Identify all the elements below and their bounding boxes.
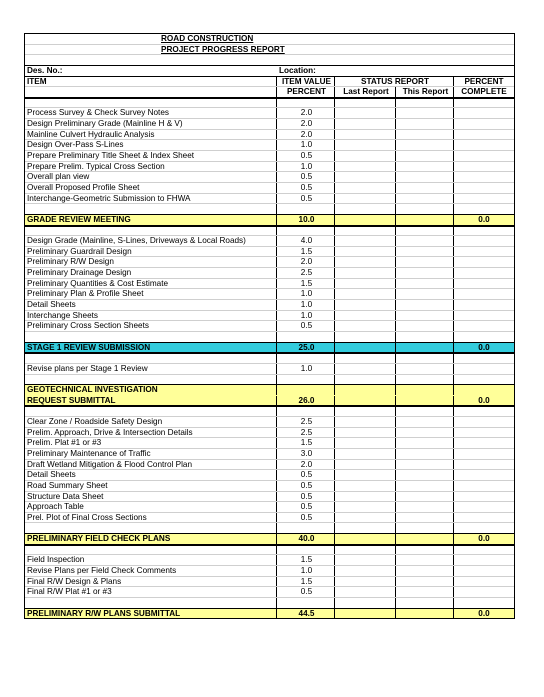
- task-row: [25, 311, 514, 322]
- task-row: [25, 194, 514, 205]
- header-percent-complete: COMPLETE: [461, 87, 507, 97]
- percent-complete-cell: [454, 268, 512, 278]
- milestone-percent-complete: 0.0: [478, 608, 490, 618]
- task-value: 1.0: [277, 566, 335, 576]
- task-row: [25, 492, 514, 503]
- last-report-cell: [335, 300, 396, 310]
- task-value: 0.5: [277, 151, 335, 161]
- milestone-name: GRADE REVIEW MEETING: [25, 215, 277, 225]
- task-value: 2.0: [277, 257, 335, 267]
- task-value: 0.5: [277, 470, 335, 480]
- percent-complete-cell: [454, 311, 512, 321]
- task-row: [25, 183, 514, 194]
- this-report-cell: [396, 119, 454, 129]
- task-value: 1.0: [277, 289, 335, 299]
- this-report-cell: [396, 492, 454, 502]
- task-value: 0.5: [277, 183, 335, 193]
- des-location-row: [25, 66, 514, 77]
- task-value: 2.5: [277, 428, 335, 438]
- task-row: [25, 130, 514, 141]
- this-report-cell: [396, 268, 454, 278]
- milestone-value: 10.0: [277, 215, 335, 225]
- header-this-report: This Report: [396, 87, 454, 97]
- task-name: Preliminary Quantities & Cost Estimate: [25, 279, 277, 289]
- this-report-cell: [396, 300, 454, 310]
- last-report-cell: [335, 460, 396, 470]
- this-report-cell: [396, 470, 454, 480]
- task-name: Field Inspection: [25, 555, 277, 565]
- task-value: 1.5: [277, 555, 335, 565]
- percent-complete-cell: [454, 470, 512, 480]
- blank-row: [25, 375, 514, 386]
- this-report-cell: [396, 513, 454, 523]
- last-report-cell: [335, 140, 396, 150]
- last-report-cell: [335, 417, 396, 427]
- milestone-percent-complete: 0.0: [478, 342, 490, 352]
- task-value: 2.0: [277, 108, 335, 118]
- task-value: 1.5: [277, 247, 335, 257]
- task-value: 2.0: [277, 130, 335, 140]
- percent-complete-cell: [454, 108, 512, 118]
- milestone-percent-complete: 0.0: [478, 395, 490, 405]
- task-row: [25, 555, 514, 566]
- blank-row: [25, 55, 514, 66]
- last-report-cell: [335, 428, 396, 438]
- header-status-report: STATUS REPORT: [335, 77, 454, 87]
- task-row: [25, 364, 514, 375]
- task-row: [25, 417, 514, 428]
- percent-complete-cell: [454, 140, 512, 150]
- task-name: Draft Wetland Mitigation & Flood Control Plan: [25, 460, 277, 470]
- task-row: [25, 162, 514, 173]
- this-report-cell: [396, 364, 454, 374]
- this-report-cell: [396, 215, 454, 225]
- last-report-cell: [335, 194, 396, 204]
- task-name: Mainline Culvert Hydraulic Analysis: [25, 130, 277, 140]
- percent-complete-cell: [454, 183, 512, 193]
- task-row: [25, 268, 514, 279]
- task-name: Process Survey & Check Survey Notes: [25, 108, 277, 118]
- task-row: [25, 119, 514, 130]
- task-row: [25, 289, 514, 300]
- task-row: [25, 151, 514, 162]
- task-row: [25, 470, 514, 481]
- this-report-cell: [396, 183, 454, 193]
- task-value: 2.0: [277, 460, 335, 470]
- task-name: Overall Proposed Profile Sheet: [25, 183, 277, 193]
- milestone-row: [25, 609, 514, 620]
- milestone-row: [25, 534, 514, 545]
- last-report-cell: [335, 396, 396, 406]
- task-name: Prelim. Plat #1 or #3: [25, 438, 277, 448]
- task-row: [25, 428, 514, 439]
- report-title-line1: ROAD CONSTRUCTION: [161, 34, 254, 43]
- this-report-cell: [396, 343, 454, 353]
- location-label: Location:: [279, 65, 316, 75]
- last-report-cell: [335, 119, 396, 129]
- task-name: Preliminary R/W Design: [25, 257, 277, 267]
- task-name: Design Grade (Mainline, S-Lines, Driveways & Local Roads): [25, 236, 277, 246]
- task-value: 0.5: [277, 587, 335, 597]
- task-value: 1.0: [277, 300, 335, 310]
- milestone-row: [25, 396, 514, 407]
- task-name: Prel. Plot of Final Cross Sections: [25, 513, 277, 523]
- milestone-name: GEOTECHNICAL INVESTIGATION: [25, 385, 277, 395]
- task-name: Interchange-Geometric Submission to FHWA: [25, 194, 277, 204]
- report-title-line2: PROJECT PROGRESS REPORT: [161, 44, 285, 54]
- task-value: 3.0: [277, 449, 335, 459]
- this-report-cell: [396, 481, 454, 491]
- this-report-cell: [396, 577, 454, 587]
- percent-complete-cell: [454, 513, 512, 523]
- percent-complete-cell: [454, 555, 512, 565]
- task-row: [25, 247, 514, 258]
- percent-complete-cell: [454, 481, 512, 491]
- last-report-cell: [335, 492, 396, 502]
- last-report-cell: [335, 438, 396, 448]
- task-name: Clear Zone / Roadside Safety Design: [25, 417, 277, 427]
- percent-complete-cell: [454, 300, 512, 310]
- milestone-name: PRELIMINARY R/W PLANS SUBMITTAL: [25, 609, 277, 619]
- percent-complete-cell: [454, 119, 512, 129]
- header-row-2: [25, 87, 514, 98]
- blank-row: [25, 332, 514, 343]
- last-report-cell: [335, 566, 396, 576]
- blank-row: [25, 353, 514, 364]
- last-report-cell: [335, 247, 396, 257]
- percent-complete-cell: [454, 162, 512, 172]
- this-report-cell: [396, 279, 454, 289]
- task-name: Preliminary Guardrail Design: [25, 247, 277, 257]
- this-report-cell: [396, 194, 454, 204]
- task-row: [25, 172, 514, 183]
- last-report-cell: [335, 257, 396, 267]
- blank-row: [25, 523, 514, 534]
- task-row: [25, 481, 514, 492]
- last-report-cell: [335, 162, 396, 172]
- task-row: [25, 438, 514, 449]
- milestone-name: STAGE 1 REVIEW SUBMISSION: [25, 343, 277, 353]
- milestone-name: PRELIMINARY FIELD CHECK PLANS: [25, 534, 277, 544]
- this-report-cell: [396, 289, 454, 299]
- this-report-cell: [396, 162, 454, 172]
- task-value: 2.5: [277, 268, 335, 278]
- header-item-value: ITEM VALUE: [277, 77, 335, 87]
- task-name: Final R/W Plat #1 or #3: [25, 587, 277, 597]
- milestone-percent-complete: 0.0: [478, 534, 490, 544]
- task-name: Prelim. Approach, Drive & Intersection Details: [25, 428, 277, 438]
- header-item: ITEM: [25, 77, 277, 87]
- task-name: Structure Data Sheet: [25, 492, 277, 502]
- percent-complete-cell: [454, 236, 512, 246]
- task-row: [25, 300, 514, 311]
- header-row-1: [25, 77, 514, 88]
- this-report-cell: [396, 257, 454, 267]
- task-row: [25, 577, 514, 588]
- last-report-cell: [335, 513, 396, 523]
- task-value: 0.5: [277, 194, 335, 204]
- task-value: 0.5: [277, 502, 335, 512]
- milestone-row: [25, 385, 514, 396]
- this-report-cell: [396, 396, 454, 406]
- header-percent: PERCENT: [464, 76, 504, 86]
- task-name: Approach Table: [25, 502, 277, 512]
- task-value: 1.0: [277, 162, 335, 172]
- this-report-cell: [396, 151, 454, 161]
- last-report-cell: [335, 364, 396, 374]
- task-row: [25, 236, 514, 247]
- last-report-cell: [335, 449, 396, 459]
- task-value: 1.0: [277, 140, 335, 150]
- task-name: Preliminary Drainage Design: [25, 268, 277, 278]
- this-report-cell: [396, 534, 454, 544]
- task-name: Preliminary Cross Section Sheets: [25, 321, 277, 331]
- this-report-cell: [396, 311, 454, 321]
- task-row: [25, 513, 514, 524]
- last-report-cell: [335, 321, 396, 331]
- task-value: 0.5: [277, 172, 335, 182]
- milestone-name-line2: REQUEST SUBMITTAL: [25, 396, 277, 406]
- percent-complete-cell: [454, 172, 512, 182]
- task-name: Revise plans per Stage 1 Review: [25, 364, 277, 374]
- percent-complete-cell: [454, 492, 512, 502]
- milestone-row: [25, 343, 514, 354]
- des-no-label: Des. No.:: [27, 65, 63, 75]
- task-value: 0.5: [277, 321, 335, 331]
- percent-complete-cell: [454, 449, 512, 459]
- task-name: Prepare Preliminary Title Sheet & Index Sheet: [25, 151, 277, 161]
- percent-complete-cell: [454, 151, 512, 161]
- percent-complete-cell: [454, 428, 512, 438]
- percent-complete-cell: [454, 460, 512, 470]
- task-value: 1.5: [277, 577, 335, 587]
- last-report-cell: [335, 108, 396, 118]
- this-report-cell: [396, 172, 454, 182]
- task-name: Prepare Prelim. Typical Cross Section: [25, 162, 277, 172]
- blank-row: [25, 226, 514, 237]
- this-report-cell: [396, 555, 454, 565]
- task-name: Detail Sheets: [25, 470, 277, 480]
- milestone-value: 40.0: [277, 534, 335, 544]
- percent-complete-cell: [454, 321, 512, 331]
- percent-complete-cell: [454, 577, 512, 587]
- percent-complete-cell: [454, 130, 512, 140]
- last-report-cell: [335, 236, 396, 246]
- milestone-value: 26.0: [277, 396, 335, 406]
- last-report-cell: [335, 343, 396, 353]
- task-row: [25, 460, 514, 471]
- this-report-cell: [396, 321, 454, 331]
- last-report-cell: [335, 279, 396, 289]
- this-report-cell: [396, 502, 454, 512]
- last-report-cell: [335, 183, 396, 193]
- milestone-percent-complete: 0.0: [478, 214, 490, 224]
- report-body: [25, 98, 514, 619]
- percent-complete-cell: [454, 289, 512, 299]
- progress-report-sheet: [24, 33, 515, 619]
- task-value: 1.0: [277, 364, 335, 374]
- percent-complete-cell: [454, 364, 512, 374]
- percent-complete-cell: [454, 566, 512, 576]
- blank-row: [25, 204, 514, 215]
- percent-complete-cell: [454, 502, 512, 512]
- task-value: 4.0: [277, 236, 335, 246]
- this-report-cell: [396, 449, 454, 459]
- task-value: 1.5: [277, 279, 335, 289]
- title-row-1: [25, 34, 514, 45]
- this-report-cell: [396, 460, 454, 470]
- this-report-cell: [396, 609, 454, 619]
- last-report-cell: [335, 311, 396, 321]
- this-report-cell: [396, 236, 454, 246]
- task-row: [25, 321, 514, 332]
- task-name: Road Summary Sheet: [25, 481, 277, 491]
- blank-row: [25, 545, 514, 556]
- header-last-report: Last Report: [335, 87, 396, 97]
- last-report-cell: [335, 172, 396, 182]
- this-report-cell: [396, 140, 454, 150]
- task-name: Preliminary Maintenance of Traffic: [25, 449, 277, 459]
- percent-complete-cell: [454, 194, 512, 204]
- task-name: Design Over-Pass S-Lines: [25, 140, 277, 150]
- task-name: Interchange Sheets: [25, 311, 277, 321]
- this-report-cell: [396, 566, 454, 576]
- this-report-cell: [396, 130, 454, 140]
- percent-complete-cell: [454, 279, 512, 289]
- percent-complete-cell: [454, 257, 512, 267]
- this-report-cell: [396, 587, 454, 597]
- milestone-value: 44.5: [277, 609, 335, 619]
- last-report-cell: [335, 268, 396, 278]
- blank-row: [25, 406, 514, 417]
- task-name: Revise Plans per Field Check Comments: [25, 566, 277, 576]
- task-value: 2.0: [277, 119, 335, 129]
- task-name: Final R/W Design & Plans: [25, 577, 277, 587]
- milestone-row: [25, 215, 514, 226]
- task-value: 0.5: [277, 513, 335, 523]
- this-report-cell: [396, 417, 454, 427]
- last-report-cell: [335, 555, 396, 565]
- task-name: Preliminary Plan & Profile Sheet: [25, 289, 277, 299]
- task-name: Design Preliminary Grade (Mainline H & V): [25, 119, 277, 129]
- percent-complete-cell: [454, 587, 512, 597]
- this-report-cell: [396, 438, 454, 448]
- this-report-cell: [396, 428, 454, 438]
- task-row: [25, 566, 514, 577]
- header-item-value-percent: PERCENT: [277, 87, 335, 97]
- task-value: 0.5: [277, 481, 335, 491]
- title-row-2: [25, 45, 514, 56]
- blank-row: [25, 598, 514, 609]
- last-report-cell: [335, 289, 396, 299]
- milestone-value: 25.0: [277, 343, 335, 353]
- percent-complete-cell: [454, 438, 512, 448]
- last-report-cell: [335, 609, 396, 619]
- task-row: [25, 140, 514, 151]
- task-name: Overall plan view: [25, 172, 277, 182]
- this-report-cell: [396, 108, 454, 118]
- task-value: 2.5: [277, 417, 335, 427]
- last-report-cell: [335, 130, 396, 140]
- task-value: 1.5: [277, 438, 335, 448]
- task-row: [25, 257, 514, 268]
- task-row: [25, 502, 514, 513]
- blank-row: [25, 98, 514, 109]
- last-report-cell: [335, 502, 396, 512]
- percent-complete-cell: [454, 247, 512, 257]
- task-row: [25, 279, 514, 290]
- last-report-cell: [335, 215, 396, 225]
- last-report-cell: [335, 577, 396, 587]
- task-value: 0.5: [277, 492, 335, 502]
- task-row: [25, 449, 514, 460]
- task-row: [25, 587, 514, 598]
- task-name: Detail Sheets: [25, 300, 277, 310]
- this-report-cell: [396, 247, 454, 257]
- percent-complete-cell: [454, 417, 512, 427]
- task-value: 1.0: [277, 311, 335, 321]
- task-row: [25, 108, 514, 119]
- last-report-cell: [335, 470, 396, 480]
- last-report-cell: [335, 587, 396, 597]
- last-report-cell: [335, 534, 396, 544]
- last-report-cell: [335, 151, 396, 161]
- last-report-cell: [335, 481, 396, 491]
